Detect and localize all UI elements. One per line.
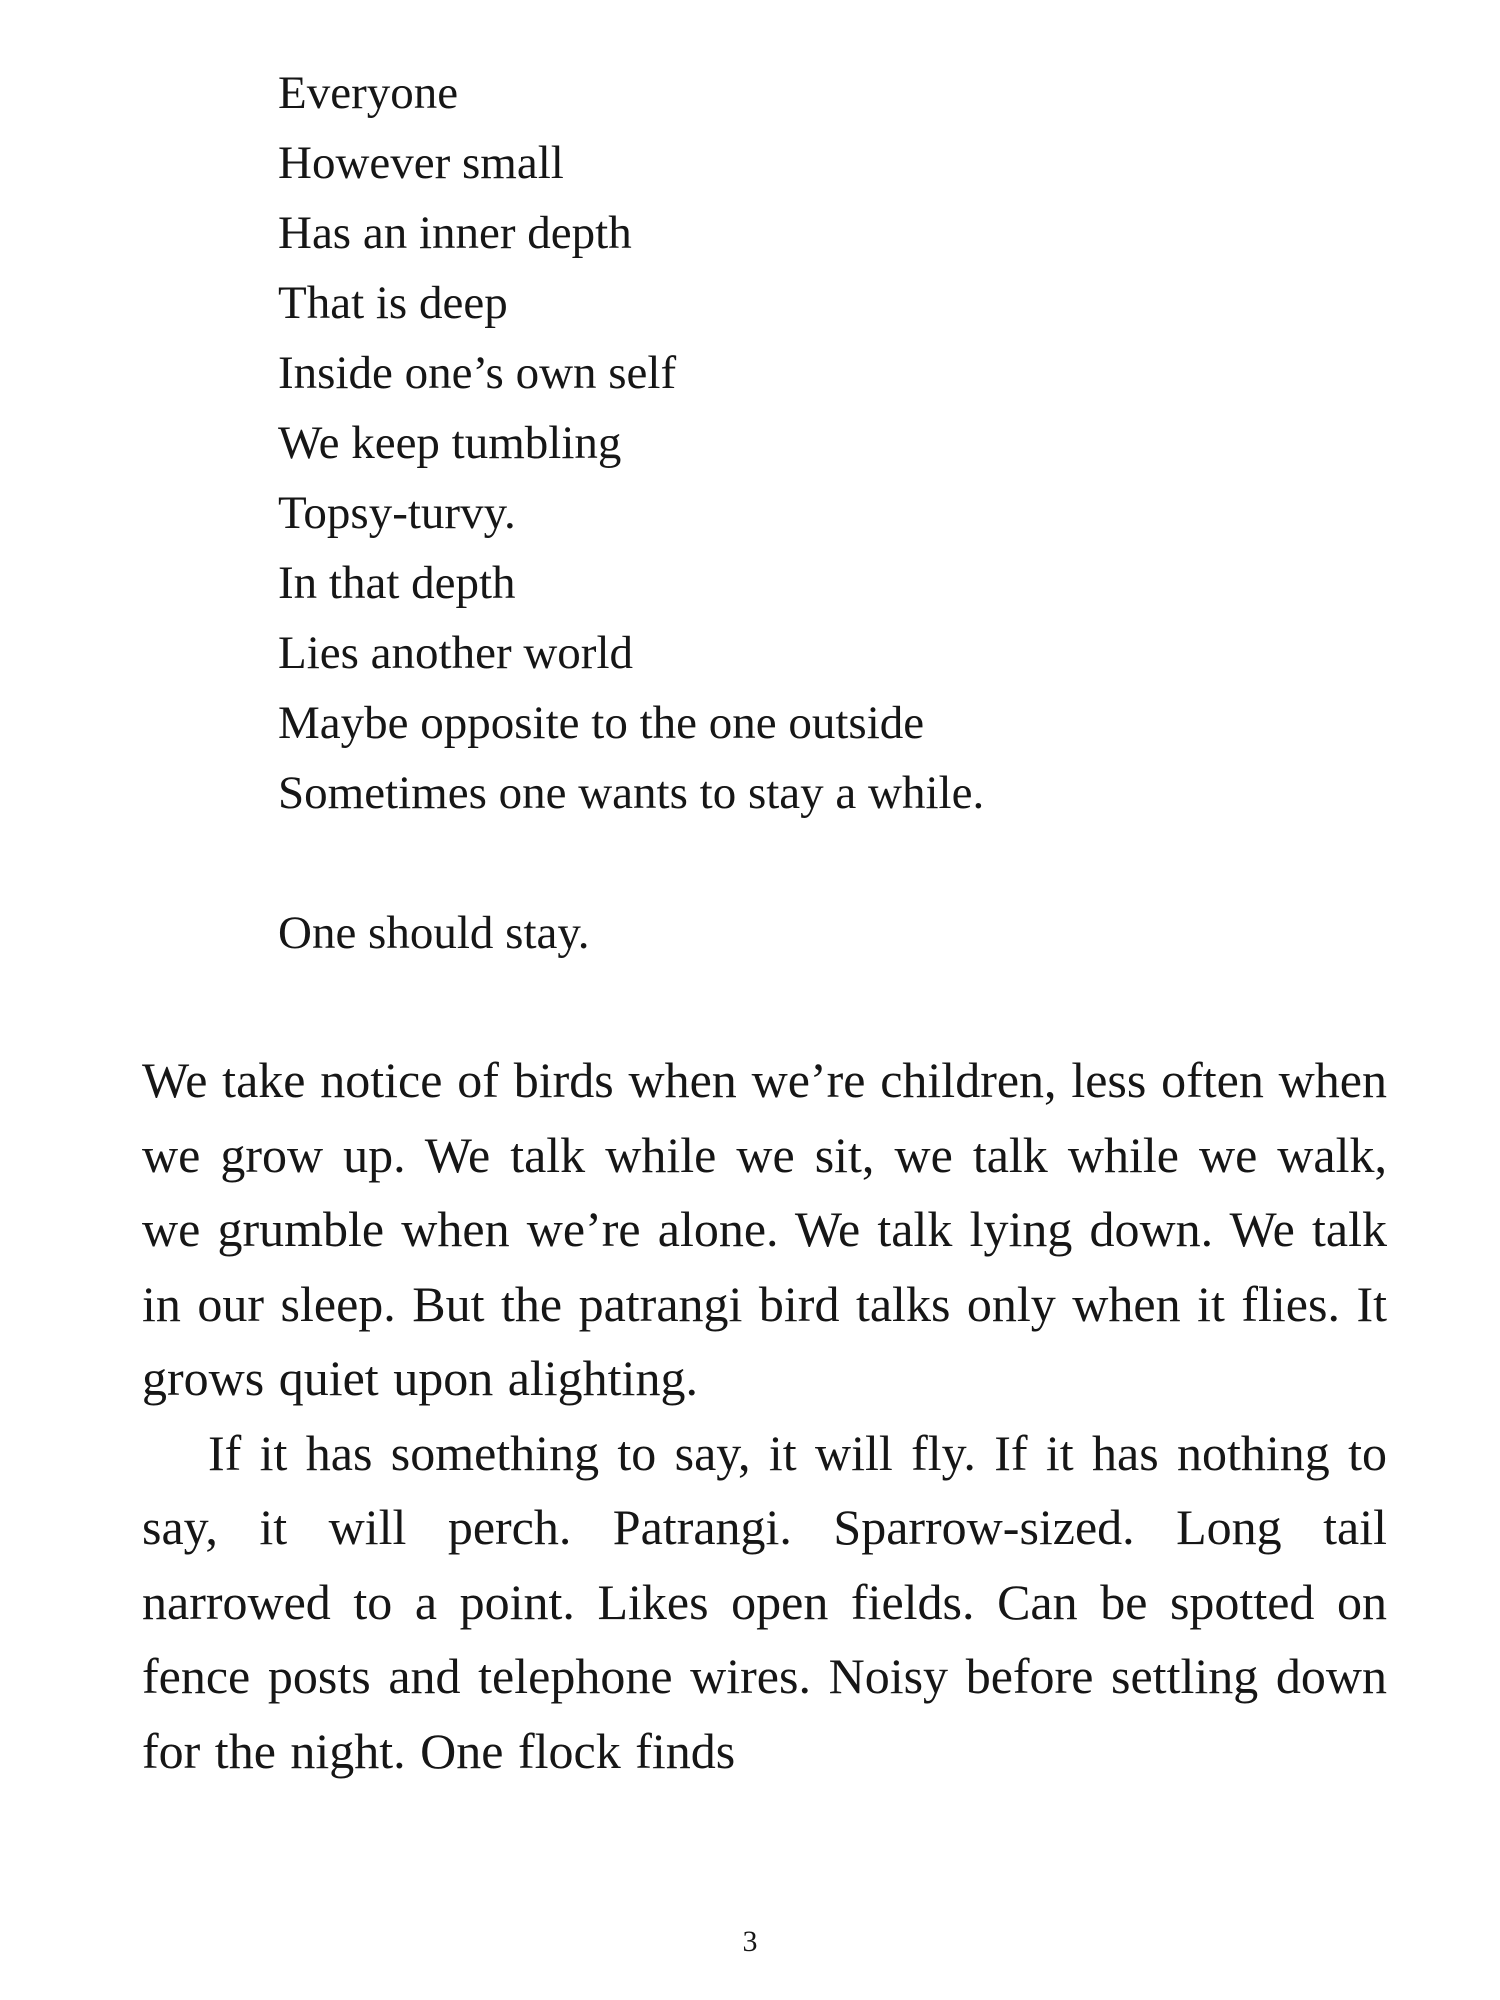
page-number: 3 — [742, 1925, 758, 1958]
poem-line: Has an inner depth — [278, 207, 632, 259]
poem-line: We keep tumbling — [278, 417, 622, 469]
poem-line: However small — [278, 137, 564, 189]
poem-line: That is deep — [278, 277, 508, 329]
poem-line: Lies another world — [278, 627, 634, 679]
poem-line: Topsy-turvy. — [278, 487, 516, 539]
prose-block — [142, 1043, 1387, 1788]
poem-line: In that depth — [278, 557, 516, 609]
poem-closing-line: One should stay. — [278, 907, 590, 959]
poem-block — [278, 58, 1378, 968]
prose-paragraph-2: If it has something to say, it will fly. If it has nothing to say, it will perch. Patrangi. Sparrow-sized. Long tail narrowed to a point. Likes open fields. Can be spotted on fence posts and telephone wires. Noisy before settling down for the night. One flock finds — [142, 1424, 1387, 1779]
poem-line: Inside one’s own self — [278, 347, 677, 399]
poem-line: Sometimes one wants to stay a while. — [278, 767, 985, 819]
poem-line: Everyone — [278, 67, 459, 119]
poem-line: Maybe opposite to the one outside — [278, 697, 925, 749]
prose-paragraph-1: We take notice of birds when we’re children, less often when we grow up. We talk while we sit, we talk while we walk, we grumble when we’re alone. We talk lying down. We talk in our sleep. But the patrangi bird talks only when it flies. It grows quiet upon alighting. — [142, 1052, 1387, 1406]
